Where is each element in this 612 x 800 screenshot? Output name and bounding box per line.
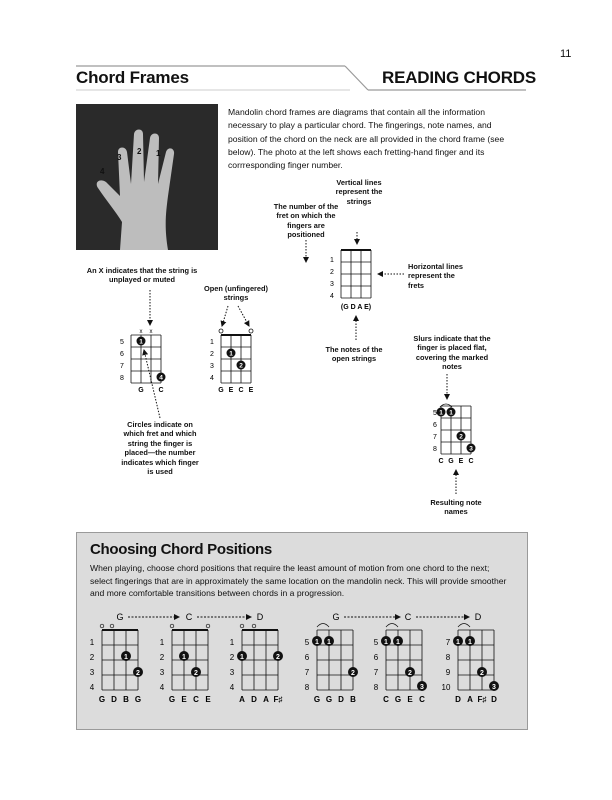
chord-frame-g-open (90, 624, 143, 704)
annotation-horizontal-lines: Horizontal lines represent the frets (408, 262, 464, 290)
chord-name-d: D (256, 612, 264, 622)
chord-frame-g-fifth (305, 624, 358, 705)
note-name: G (394, 695, 402, 704)
finger-number: 1 (124, 654, 128, 661)
fret-label: 7 (373, 668, 379, 677)
slur-chord-frame (433, 374, 475, 494)
fret-label: 1 (89, 638, 95, 647)
note-name: C (383, 695, 389, 704)
finger-number: 1 (240, 654, 244, 661)
finger-label-3: 3 (117, 153, 122, 162)
fret-label: 4 (89, 683, 95, 692)
x-muted-chord-frame (120, 290, 165, 418)
chord-name-d: D (474, 612, 482, 622)
note-name: A (263, 695, 269, 704)
chord-frame-c-open (160, 624, 212, 704)
fret-label: 3 (229, 668, 235, 677)
finger-number: 2 (459, 433, 463, 441)
fret-label: 8 (304, 683, 310, 692)
annotation-open-strings: The notes of the open strings (325, 345, 383, 364)
fret-label: 2 (229, 653, 235, 662)
finger-number: 1 (315, 639, 319, 646)
note-name: C (419, 695, 425, 704)
finger-number: 1 (449, 409, 453, 417)
finger-number: 3 (492, 684, 496, 691)
muted-mark: x (139, 329, 143, 335)
open-strings-chord-frame (210, 306, 254, 394)
finger-number: 2 (351, 670, 355, 677)
chord-name-g: G (332, 612, 340, 622)
note-name: D (251, 695, 257, 704)
annotation-circles: Circles indicate on which fret and which string the finger is placed—the number indicates which finger is used (121, 420, 199, 477)
panel-paragraph: When playing, choose chord positions that require the least amount of motion from one chord to the next; select fingerings that are in approximately the same location on the mandolin neck. This will provide smoother and more comfortable transitions between chords in a progression. (90, 563, 507, 598)
note-name: C (468, 458, 474, 465)
note-name: C (438, 458, 444, 465)
fret-label: 7 (304, 668, 310, 677)
chord-frame-c-fifth (374, 624, 427, 705)
finger-label-1: 1 (156, 149, 161, 158)
finger-number: 1 (229, 350, 233, 358)
intro-paragraph: Mandolin chord frames are diagrams that contain all the information necessary to play a particular chord. The fingerings, note names, and position of the chord on the neck are all provided in the chord frame (see below). The photo at the left shows each fretting-hand finger and its corrresponding finger number. (228, 107, 505, 171)
chord-name-c: C (404, 612, 412, 622)
chord-frame-d-open (230, 624, 283, 704)
note-name: D (455, 695, 461, 704)
fret-label: 9 (445, 668, 451, 677)
fret-label: 5 (373, 638, 379, 647)
fret-label: 2 (210, 351, 214, 358)
note-name: E (248, 387, 254, 394)
finger-label-2: 2 (137, 147, 142, 156)
fret-label: 1 (229, 638, 235, 647)
annotation-resulting-notes: Resulting note names (430, 498, 482, 517)
note-name: G (325, 695, 333, 704)
page-number: 11 (560, 48, 572, 60)
chord-name-c: C (185, 612, 193, 622)
fret-label: 3 (159, 668, 165, 677)
fret-label: 4 (210, 375, 214, 382)
panel-title: Choosing Chord Positions (90, 541, 272, 558)
fret-label: 7 (433, 434, 437, 441)
fret-label: 10 (441, 683, 451, 692)
note-name: G (448, 458, 454, 465)
fret-label: 6 (373, 653, 379, 662)
fret-label: 4 (229, 683, 235, 692)
note-name: E (228, 387, 234, 394)
note-name: G (218, 387, 224, 394)
finger-number: 1 (439, 409, 443, 417)
note-name: G (138, 387, 144, 394)
chord-frame-d-seventh (442, 624, 499, 705)
finger-number: 4 (159, 374, 163, 382)
note-name: F♯ (273, 695, 283, 704)
fret-label: 1 (159, 638, 165, 647)
finger-number: 2 (136, 670, 140, 677)
note-name: D (338, 695, 344, 704)
fret-label: 7 (445, 638, 451, 647)
finger-number: 1 (139, 338, 143, 346)
fret-label: 2 (159, 653, 165, 662)
arrow (222, 306, 228, 326)
center-chord-frame (306, 232, 404, 340)
note-name: G (134, 695, 142, 704)
fret-label: 4 (159, 683, 165, 692)
fret-label: 6 (120, 351, 124, 358)
note-name: D (491, 695, 497, 704)
fret-label: 8 (445, 653, 451, 662)
slur (386, 624, 398, 628)
note-name: G (168, 695, 176, 704)
note-name: E (407, 695, 413, 704)
finger-number: 2 (239, 362, 243, 370)
arrow (238, 306, 249, 326)
fret-label: 7 (120, 363, 124, 370)
section-title: READING CHORDS (382, 68, 536, 87)
note-name: G (313, 695, 321, 704)
annotation-open-strings-unfingered: Open (unfingered) strings (203, 284, 269, 303)
note-name: E (205, 695, 211, 704)
note-name: D (111, 695, 117, 704)
note-name: C (238, 387, 244, 394)
note-name: E (181, 695, 187, 704)
fret-label: 5 (433, 410, 437, 417)
finger-number: 2 (408, 670, 412, 677)
fret-label: 8 (433, 446, 437, 453)
fret-label: 5 (304, 638, 310, 647)
finger-number: 1 (468, 639, 472, 646)
page-title: Chord Frames (76, 68, 189, 87)
finger-number: 3 (420, 684, 424, 691)
progression-diagrams (0, 600, 612, 726)
finger-number: 1 (456, 639, 460, 646)
note-name: G (98, 695, 106, 704)
note-name: A (467, 695, 473, 704)
note-name: B (123, 695, 129, 704)
finger-number: 3 (469, 445, 473, 453)
note-name: C (193, 695, 199, 704)
fret-label: 8 (120, 375, 124, 382)
fret-label: 8 (373, 683, 379, 692)
open-string-names: (G D A E) (340, 304, 372, 311)
fret-label: 6 (304, 653, 310, 662)
arrow (144, 350, 160, 418)
fret-label: 1 (330, 257, 334, 264)
chord-name-g: G (116, 612, 124, 622)
annotation-fret-number: The number of the fret on which the fingers are positioned (273, 202, 339, 240)
annotation-slurs: Slurs indicate that the finger is placed flat, covering the marked notes (413, 334, 491, 372)
slur (440, 404, 452, 407)
fret-label: 3 (330, 281, 334, 288)
fret-label: 3 (210, 363, 214, 370)
fret-label: 1 (210, 339, 214, 346)
finger-number: 2 (480, 670, 484, 677)
note-name: E (458, 458, 464, 465)
note-name: B (350, 695, 356, 704)
finger-number: 1 (384, 639, 388, 646)
annotation-x-muted: An X indicates that the string is unplayed or muted (86, 266, 198, 285)
muted-mark: x (149, 329, 153, 335)
note-name: F♯ (477, 695, 487, 704)
annotation-vertical-lines: Vertical lines represent the strings (335, 178, 383, 206)
finger-number: 1 (182, 654, 186, 661)
finger-number: 2 (276, 654, 280, 661)
finger-number: 2 (194, 670, 198, 677)
fret-label: 5 (120, 339, 124, 346)
fret-label: 2 (89, 653, 95, 662)
fret-label: 3 (89, 668, 95, 677)
finger-label-4: 4 (100, 167, 105, 176)
note-name: A (239, 695, 245, 704)
slur (458, 624, 470, 628)
fret-label: 6 (433, 422, 437, 429)
finger-number: 1 (396, 639, 400, 646)
fret-label: 2 (330, 269, 334, 276)
fret-label: 4 (330, 293, 334, 300)
finger-number: 1 (327, 639, 331, 646)
slur (317, 624, 329, 628)
note-name: C (158, 387, 164, 394)
